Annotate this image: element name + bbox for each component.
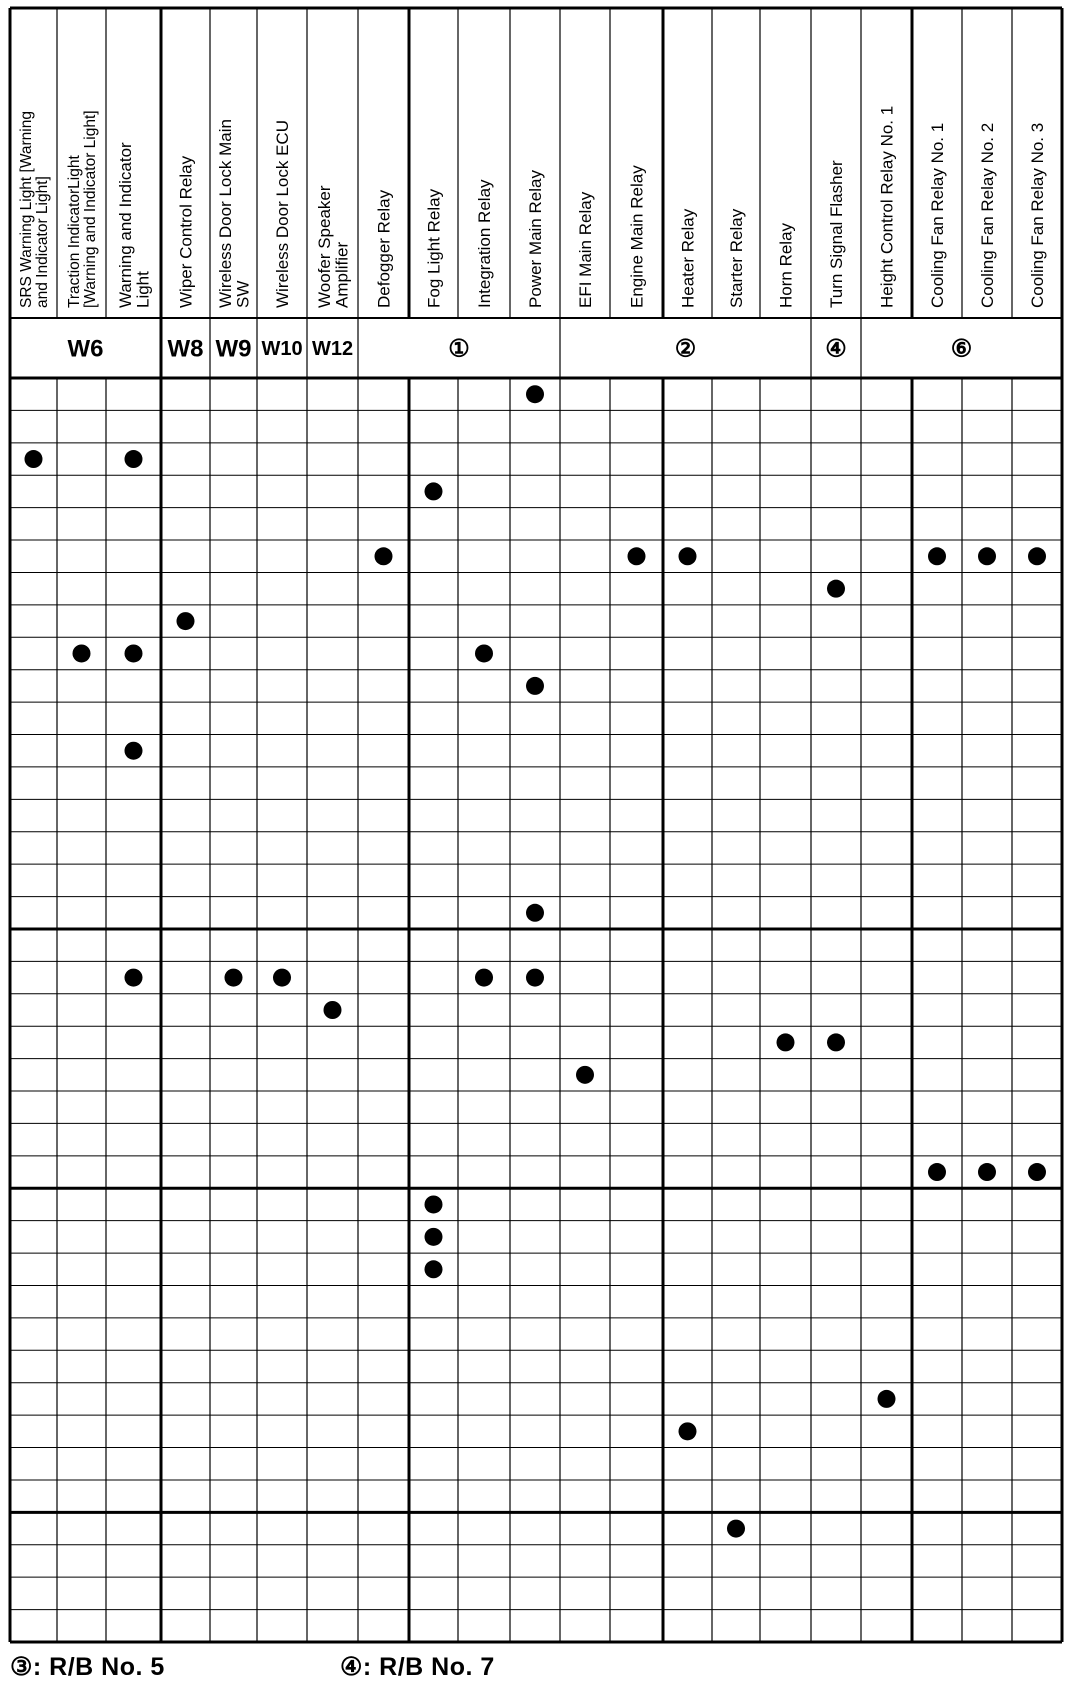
- connection-dot: [978, 547, 996, 565]
- group-label: ④: [825, 335, 847, 363]
- column-header: Woofer SpeakerAmplifier: [314, 185, 352, 308]
- group-label: ②: [674, 335, 697, 363]
- connection-dot: [679, 547, 697, 565]
- column-header: Wireless Door Lock MainSW: [215, 119, 253, 308]
- column-header: EFI Main Relay: [576, 191, 596, 308]
- footnote-rb7: ④: R/B No. 7: [340, 1653, 495, 1681]
- group-label: W6: [67, 335, 104, 363]
- connection-dot: [73, 644, 91, 662]
- connection-dot: [425, 1260, 443, 1278]
- column-header: Starter Relay: [727, 208, 747, 308]
- footnote-rb5: ③: R/B No. 5: [10, 1653, 165, 1681]
- column-header: Height Control Relay No. 1: [877, 105, 897, 308]
- connection-dot: [425, 1228, 443, 1246]
- connection-dot: [679, 1422, 697, 1440]
- connection-dot: [878, 1390, 896, 1408]
- connection-dot: [125, 644, 143, 662]
- connection-dot: [827, 580, 845, 598]
- column-header: Cooling Fan Relay No. 2: [978, 122, 998, 308]
- column-header: Traction IndicatorLight[Warning and Indicator Light]: [66, 110, 99, 308]
- column-header: Cooling Fan Relay No. 3: [1028, 122, 1048, 308]
- connection-dot: [978, 1163, 996, 1181]
- connection-dot: [526, 385, 544, 403]
- connection-dot: [827, 1033, 845, 1051]
- connection-dot: [125, 450, 143, 468]
- connection-dot: [125, 742, 143, 760]
- connection-dot: [526, 677, 544, 695]
- column-header: Engine Main Relay: [627, 165, 647, 308]
- column-header: Turn Signal Flasher: [827, 160, 847, 308]
- connection-dot: [526, 904, 544, 922]
- connection-dot: [225, 969, 243, 987]
- connection-dot: [628, 547, 646, 565]
- column-header: Cooling Fan Relay No. 1: [928, 122, 948, 308]
- connection-dot: [1028, 547, 1046, 565]
- connection-dot: [425, 482, 443, 500]
- connection-dot: [273, 969, 291, 987]
- footnotes: [10, 1652, 1070, 1682]
- column-header: Horn Relay: [776, 222, 796, 308]
- connection-dot: [177, 612, 195, 630]
- column-header: Wiper Control Relay: [176, 155, 196, 308]
- column-header: Wireless Door Lock ECU: [273, 120, 293, 308]
- connection-dot: [1028, 1163, 1046, 1181]
- column-header: Warning and IndicatorLight: [115, 142, 153, 308]
- connection-dot: [576, 1066, 594, 1084]
- connection-dot: [928, 547, 946, 565]
- connection-dot: [25, 450, 43, 468]
- column-header: Power Main Relay: [526, 170, 546, 308]
- column-header: Fog Light Relay: [424, 188, 444, 308]
- connection-dot: [526, 969, 544, 987]
- group-label: ⑥: [950, 335, 973, 363]
- connection-dot: [777, 1033, 795, 1051]
- group-label: W12: [311, 338, 354, 361]
- connection-dot: [475, 644, 493, 662]
- connection-dot: [928, 1163, 946, 1181]
- connection-dot: [125, 969, 143, 987]
- connection-dot: [727, 1520, 745, 1538]
- group-label: ①: [448, 335, 470, 363]
- column-header: Defogger Relay: [374, 189, 394, 308]
- connection-dot: [425, 1195, 443, 1213]
- group-label: W8: [167, 335, 204, 363]
- column-header: Heater Relay: [678, 208, 698, 308]
- connection-dot: [324, 1001, 342, 1019]
- column-header: SRS Warning Light [Warningand Indicator Light]: [18, 111, 51, 308]
- column-header: Integration Relay: [475, 179, 495, 308]
- connection-dot: [475, 969, 493, 987]
- group-label: W10: [261, 338, 303, 361]
- group-label: W9: [215, 335, 252, 363]
- connection-dot: [375, 547, 393, 565]
